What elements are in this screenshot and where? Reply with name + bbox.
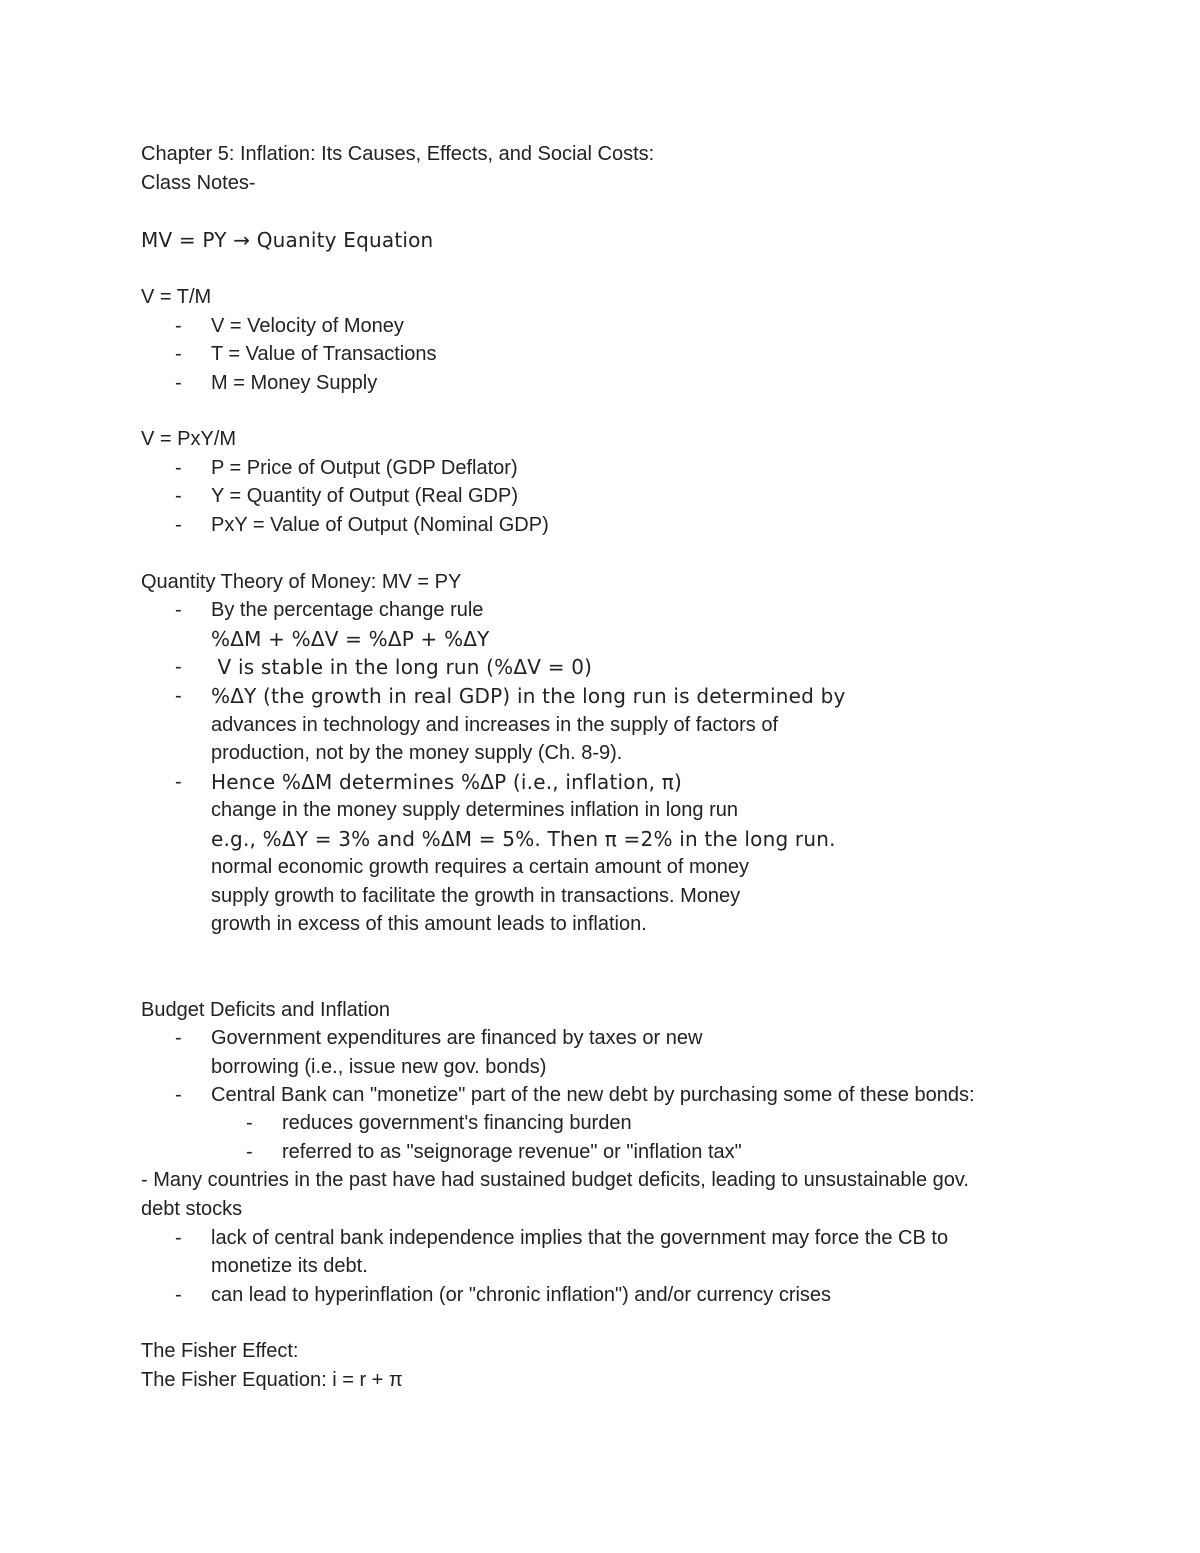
sub-list-item: referred to as "seignorage revenue" or "inflation tax" — [282, 1141, 742, 1163]
list-item-continuation: e.g., %ΔY = 3% and %ΔM = 5%. Then π =2% in the long run. — [211, 827, 836, 851]
bullet-dash: - — [175, 1027, 182, 1049]
list-item-continuation: advances in technology and increases in the supply of factors of — [211, 714, 779, 736]
bullet-dash: - — [175, 372, 182, 394]
bullet-dash: - — [175, 457, 182, 479]
list-item: V = Velocity of Money — [211, 315, 404, 337]
list-item-continuation: normal economic growth requires a certain amount of money — [211, 856, 750, 878]
list-item: lack of central bank independence implies that the government may force the CB to — [211, 1227, 949, 1249]
bullet-dash: - — [246, 1141, 253, 1163]
list-item: M = Money Supply — [211, 372, 378, 394]
list-item: V is stable in the long run (%ΔV = 0) — [211, 655, 593, 679]
quantity-theory-heading: Quantity Theory of Money: MV = PY — [141, 571, 462, 593]
list-item: By the percentage change rule — [211, 599, 484, 621]
list-item: P = Price of Output (GDP Deflator) — [211, 457, 518, 479]
fisher-effect-heading: The Fisher Effect: — [141, 1340, 299, 1362]
bullet-dash: - — [175, 343, 182, 365]
list-item: Government expenditures are financed by taxes or new — [211, 1027, 703, 1049]
budget-deficits-heading: Budget Deficits and Inflation — [141, 999, 391, 1021]
paragraph-line: - Many countries in the past have had sustained budget deficits, leading to unsustainable gov. — [141, 1169, 969, 1191]
list-item-continuation: monetize its debt. — [211, 1255, 368, 1277]
document-subtitle: Class Notes- — [141, 172, 256, 194]
bullet-dash: - — [246, 1112, 253, 1134]
list-item: Hence %ΔM determines %ΔP (i.e., inflation, π) — [211, 770, 682, 794]
list-item: Y = Quantity of Output (Real GDP) — [211, 485, 518, 507]
list-item-continuation: %ΔM + %ΔV = %ΔP + %ΔY — [211, 627, 490, 651]
bullet-dash: - — [175, 599, 182, 621]
bullet-dash: - — [175, 485, 182, 507]
bullet-dash: - — [175, 656, 182, 678]
list-item-continuation: growth in excess of this amount leads to inflation. — [211, 913, 647, 935]
bullet-dash: - — [175, 315, 182, 337]
document-title: Chapter 5: Inflation: Its Causes, Effects, and Social Costs: — [141, 143, 655, 165]
list-item: PxY = Value of Output (Nominal GDP) — [211, 514, 549, 536]
velocity-pxy-heading: V = PxY/M — [141, 428, 237, 450]
bullet-dash: - — [175, 1227, 182, 1249]
bullet-dash: - — [175, 514, 182, 536]
bullet-dash: - — [175, 685, 182, 707]
list-item-continuation: supply growth to facilitate the growth in transactions. Money — [211, 885, 741, 907]
list-item: Central Bank can "monetize" part of the new debt by purchasing some of these bonds: — [211, 1084, 975, 1106]
fisher-equation-line: The Fisher Equation: i = r + π — [141, 1369, 403, 1391]
bullet-dash: - — [175, 771, 182, 793]
velocity-tm-heading: V = T/M — [141, 286, 212, 308]
bullet-dash: - — [175, 1284, 182, 1306]
quantity-equation-line: MV = PY → Quanity Equation — [141, 228, 434, 252]
list-item: T = Value of Transactions — [211, 343, 437, 365]
paragraph-line: debt stocks — [141, 1198, 243, 1220]
sub-list-item: reduces government's financing burden — [282, 1112, 632, 1134]
list-item: %ΔY (the growth in real GDP) in the long run is determined by — [211, 684, 846, 708]
list-item-continuation: change in the money supply determines inflation in long run — [211, 799, 738, 821]
list-item-continuation: production, not by the money supply (Ch. 8-9). — [211, 742, 623, 764]
list-item-continuation: borrowing (i.e., issue new gov. bonds) — [211, 1056, 547, 1078]
bullet-dash: - — [175, 1084, 182, 1106]
list-item: can lead to hyperinflation (or "chronic inflation") and/or currency crises — [211, 1284, 832, 1306]
